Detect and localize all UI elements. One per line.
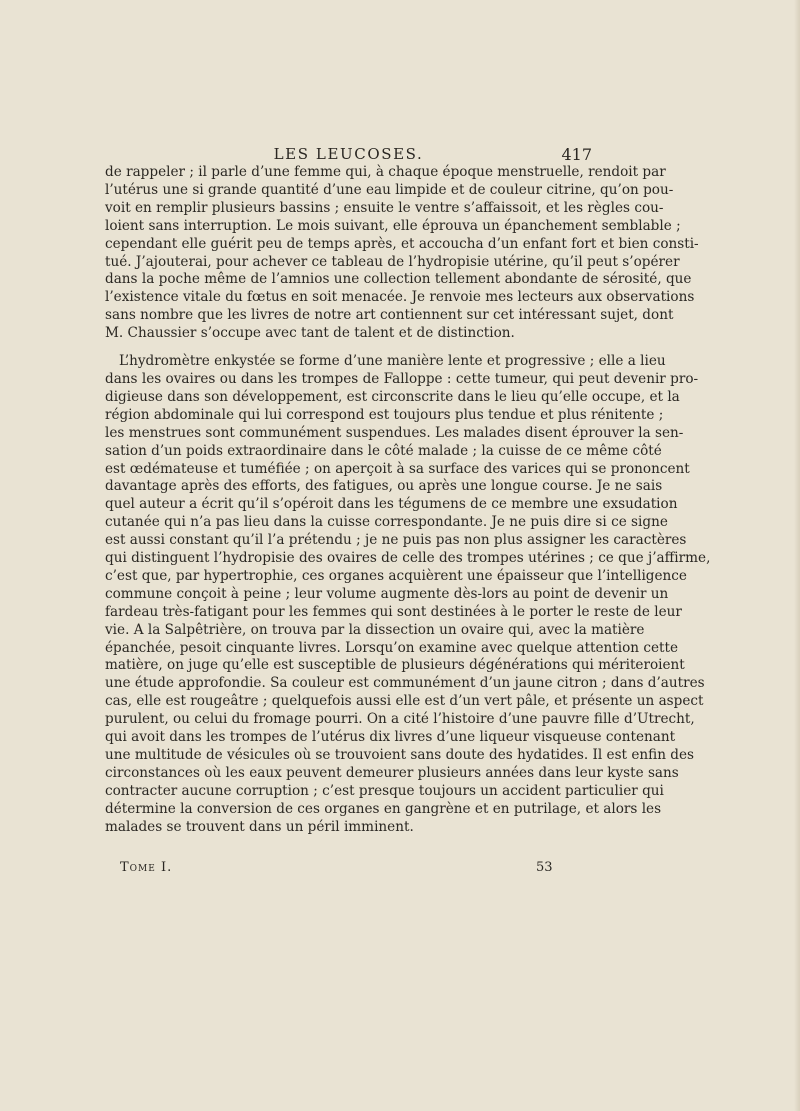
- paragraph-2: [105, 353, 711, 836]
- text-line: dans la poche même de l’amnios une collection tellement abondante de sérosité, que: [105, 271, 692, 288]
- text-line: fardeau très-fatigant pour les femmes qui sont destinées à le porter le reste de leur: [105, 603, 682, 620]
- text-line: qui avoit dans les trompes de l’utérus dix livres d’une liqueur visqueuse contenant: [105, 729, 676, 746]
- text-line: une étude approfondie. Sa couleur est communément d’un jaune citron ; dans d’autres: [105, 675, 705, 692]
- text-line: épanchée, pesoit cinquante livres. Lorsqu’on examine avec quelque attention cette: [105, 639, 679, 656]
- body-text: [105, 164, 711, 837]
- text-line: circonstances où les eaux peuvent demeurer plusieurs années dans leur kyste sans: [105, 764, 679, 781]
- text-line: dans les ovaires ou dans les trompes de Falloppe : cette tumeur, qui peut devenir pro-: [105, 370, 699, 387]
- text-line: c’est que, par hypertrophie, ces organes acquièrent une épaisseur que l’intelligence: [105, 567, 687, 584]
- text-line: voit en remplir plusieurs bassins ; ensuite le ventre s’affaissoit, et les règles cou-: [105, 199, 664, 216]
- page-number: 417: [561, 145, 592, 164]
- page-edge: [794, 0, 800, 1111]
- text-line: malades se trouvent dans un péril imminent.: [105, 818, 414, 835]
- text-line: détermine la conversion de ces organes en gangrène et en putrilage, et alors les: [105, 800, 662, 817]
- text-line: cutanée qui n’a pas lieu dans la cuisse correspondante. Je ne puis dire si ce signe: [105, 514, 668, 531]
- text-line: les menstrues sont communément suspendues. Les malades disent éprouver la sen-: [105, 424, 684, 441]
- text-line: loient sans interruption. Le mois suivant, elle éprouva un épanchement semblable ;: [105, 217, 681, 234]
- text-line: vie. A la Salpêtrière, on trouva par la dissection un ovaire qui, avec la matière: [105, 621, 645, 638]
- text-line: purulent, ou celui du fromage pourri. On a cité l’histoire d’une pauvre fille d’Utrecht,: [105, 711, 695, 728]
- text-line: est œdémateuse et tuméfiée ; on aperçoit à sa surface des varices qui se prononcent: [105, 460, 690, 477]
- text-line: M. Chaussier s’occupe avec tant de talent et de distinction.: [105, 325, 515, 342]
- text-line: sans nombre que les livres de notre art contiennent sur cet intéressant sujet, dont: [105, 307, 674, 324]
- running-title: LES LEUCOSES.: [273, 145, 424, 163]
- volume-label: Tome I.: [120, 860, 173, 875]
- page-footer: [120, 860, 570, 880]
- paragraph-1: [105, 164, 699, 343]
- text-line: l’existence vitale du fœtus en soit menacée. Je renvoie mes lecteurs aux observations: [105, 289, 695, 306]
- text-line: quel auteur a écrit qu’il s’opéroit dans les tégumens de ce membre une exsudation: [105, 496, 678, 513]
- text-line: l’utérus une si grande quantité d’une eau limpide et de couleur citrine, qu’on pou-: [105, 181, 674, 198]
- text-line: région abdominale qui lui correspond est toujours plus tendue et plus rénitente ;: [105, 406, 664, 423]
- text-line: cependant elle guérit peu de temps après, et accoucha d’un enfant fort et bien consti-: [105, 235, 699, 252]
- text-line: sation d’un poids extraordinaire dans le côté malade ; la cuisse de ce même côté: [105, 442, 662, 459]
- text-line: commune conçoit à peine ; leur volume augmente dès-lors au point de devenir un: [105, 585, 669, 602]
- signature-mark: 53: [536, 860, 553, 875]
- text-line: tué. J’ajouterai, pour achever ce tableau de l’hydropisie utérine, qu’il peut s’opérer: [105, 253, 680, 270]
- text-line: est aussi constant qu’il l’a prétendu ; je ne puis pas non plus assigner les caractères: [105, 532, 687, 549]
- text-line: qui distinguent l’hydropisie des ovaires de celle des trompes utérines ; ce que j’affirme,: [105, 550, 711, 567]
- text-line: contracter aucune corruption ; c’est presque toujours un accident particulier qui: [105, 782, 664, 799]
- text-line: digieuse dans son développement, est circonscrite dans le lieu qu’elle occupe, et la: [105, 388, 680, 405]
- text-line: L’hydromètre enkystée se forme d’une manière lente et progressive ; elle a lieu: [119, 353, 666, 370]
- text-line: une multitude de vésicules où se trouvoient sans doute des hydatides. Il est enfin des: [105, 747, 695, 763]
- text-line: cas, elle est rougeâtre ; quelquefois aussi elle est d’un vert pâle, et présente un aspect: [105, 693, 704, 710]
- text-line: matière, on juge qu’elle est susceptible de plusieurs dégénérations qui mériteroient: [105, 657, 685, 674]
- text-line: davantage après des efforts, des fatigues, ou après une longue course. Je ne sais: [105, 478, 663, 495]
- text-line: de rappeler ; il parle d’une femme qui, à chaque époque menstruelle, rendoit par: [105, 164, 666, 180]
